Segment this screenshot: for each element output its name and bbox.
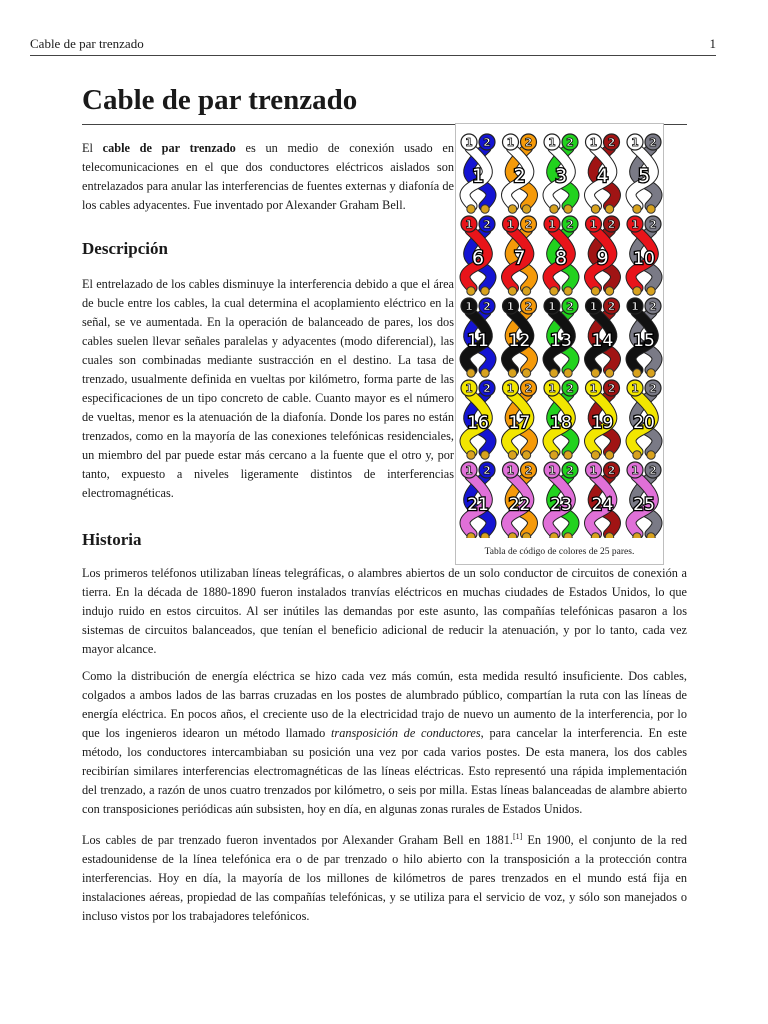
copper-end [481,451,489,459]
wire-label: 1 [465,218,473,231]
copper-end [550,287,558,295]
copper-end [481,205,489,213]
pair-24 [586,462,620,538]
wire-label: 1 [506,382,515,395]
wire-label: 2 [483,136,491,149]
wire-label: 1 [631,218,639,231]
copper-end [591,533,599,538]
page-title: Cable de par trenzado [82,82,687,125]
pair-9 [586,216,620,295]
pair-number-label: 5 [637,165,651,187]
wire-label: 2 [524,464,533,477]
wire-label: 2 [483,382,491,395]
pair-7 [503,216,537,295]
copper-end [550,205,558,213]
pair-number-label: 16 [467,413,489,433]
wire-label: 1 [589,300,598,313]
descripcion-paragraph: El entrelazado de los cables disminuye la interferencia debido a que el área de bucle entre los cables, la cual determina el acoplamiento eléctrico en la señal, se ve aumentada. En la operación de balanceado de pares, los dos cables suelen llevar señales paralelas y adyacentes (modo diferencial), las cuales son combinadas mediante sustracción en el destino. La tasa de trenzado, usualmente definida en vueltas por kilómetro, forma parte de las especificaciones de un tipo concreto de cable. Cuanto mayor es el número de vueltas, menor es la atenuación de la diafonía. Donde los pares no están trenzados, como en la mayoría de las conexiones telefónicas residenciales, un miembro del par puede estar más cercano a la fuente que el otro y, por tanto, expuesto a niveles ligeramente distintos de interferencias electromagnéticas. [82,277,454,500]
copper-end [481,533,489,538]
historia-paragraph-2: Como la distribución de energía eléctrica se hizo cada vez más común, esta medida resultó insuficiente. Dos cables, colgados a ambos lados de las barras cruzadas en los postes de alumbrado público, compartían la ruta con las líneas de energía eléctrica. En pocos años, el creciente uso de la electricidad trajo de nuevo un aumento de la interferencia, por lo que los ingenieros idearon un método llamado transposición de conductores, para cancelar la interferencia. En este método, los conductores intercambiaban su posición una vez por cada varios postes. De esta manera, los dos cables recibirían similares interferencias electromagnéticas de las líneas eléctricas. Esto representó una rápida implementación del trenzado, a razón de unos cuatro trenzados por kilómetro, o seis por milla. Estas líneas balanceadas de alambre abierto con transposiciones periódicas aún subsisten, hoy en día, en algunas zonas rurales de Estados Unidos. [82,669,688,816]
page-number: 1 [709,36,716,51]
wire-label: 2 [649,218,657,231]
pair-22 [503,462,537,538]
wire-label: 1 [589,382,598,395]
color-code-figure [455,123,664,565]
copper-end [522,287,530,295]
running-head-title: Cable de par trenzado [30,36,144,51]
pair-20 [627,380,661,459]
pair-11 [461,298,495,377]
wire-label: 2 [649,300,657,313]
wire-label: 2 [649,464,657,477]
wire-label: 1 [465,300,473,313]
pair-number-label: 21 [467,495,489,515]
figure-caption: Tabla de código de colores de 25 pares. [484,547,635,557]
copper-end [605,533,613,538]
wire-label: 1 [506,218,515,231]
wire-label: 2 [524,218,533,231]
wire-label: 2 [566,464,574,477]
copper-end [591,205,599,213]
copper-end [633,287,641,295]
copper-end [647,533,655,538]
wire-label: 2 [566,218,574,231]
wire-label: 1 [589,464,598,477]
copper-end [564,369,572,377]
wire-label: 1 [631,382,639,395]
running-head [30,36,716,56]
copper-end [508,451,516,459]
wire-label: 2 [607,300,616,313]
copper-end [605,205,613,213]
pair-number-label: 14 [591,331,614,351]
article-content [82,82,687,926]
pair-16 [461,380,495,459]
copper-end [467,451,475,459]
wire-label: 1 [465,382,473,395]
wire-label: 1 [631,300,639,313]
wire-label: 1 [548,464,556,477]
wire-label: 1 [631,464,639,477]
copper-end [508,369,516,377]
wire-label: 1 [548,382,556,395]
copper-end [522,205,530,213]
copper-end [522,451,530,459]
copper-end [522,533,530,538]
copper-end [564,205,572,213]
intro-term: cable de par trenzado [102,141,236,155]
copper-end [467,369,475,377]
wire-label: 1 [548,218,556,231]
copper-end [633,205,641,213]
wire-label: 2 [566,382,574,395]
copper-end [564,287,572,295]
copper-end [564,533,572,538]
copper-end [591,287,599,295]
pair-15 [627,298,661,377]
pair-number-label: 12 [508,331,531,351]
wire-label: 2 [607,382,616,395]
wire-label: 1 [506,136,515,149]
historia-paragraph-1: Los primeros teléfonos utilizaban líneas telegráficas, o alambres abiertos de un solo conductor de circuitos de conexión a tierra. En la década de 1880-1890 fueron instalados tranvías eléctricos en muchas ciudades de Estados Unidos, lo que indujo ruido en estos circuitos. Al ser inútiles las demandas por este asunto, las compañías telefónicas pasaron a los sistemas de circuitos balanceados, que tenían el beneficio adicional de reducir la atenuación, y por lo tanto, cada vez mayor alcance. [82,566,687,656]
pair-21 [461,462,495,538]
copper-end [467,205,475,213]
copper-end [508,287,516,295]
copper-end [550,369,558,377]
copper-end [550,451,558,459]
pair-number-label: 11 [467,331,489,351]
wire-label: 2 [524,382,533,395]
citation-ref[interactable]: [1] [512,832,523,841]
copper-end [633,451,641,459]
pair-10 [627,216,661,295]
copper-end [647,451,655,459]
pair-number-label: 18 [550,413,572,433]
wire-label: 2 [524,300,533,313]
copper-end [508,205,516,213]
pair-number-label: 20 [633,413,655,433]
pair-17 [503,380,537,459]
copper-end [467,533,475,538]
pair-13 [544,298,578,377]
wire-label: 2 [483,464,491,477]
section-heading-descripcion: Descripción [82,239,168,258]
pair-number-label: 8 [554,247,568,269]
wire-label: 2 [524,136,533,149]
copper-end [633,533,641,538]
copper-end [481,287,489,295]
pair-number-label: 6 [471,247,485,269]
pair-number-label: 4 [596,165,609,187]
pair-color-chart [456,128,663,538]
historia-paragraph-3: Los cables de par trenzado fueron inventados por Alexander Graham Bell en 1881.[1] En 1900, el conjunto de la red estadounidense de la línea telefónica era o de par trenzado o hilo abierto con la transposición a la protección contra interferencias. Hoy en día, la mayoría de los millones de kilómetros de pares trenzados en el mundo está fija en instalaciones aéreas, propiedad de las compañías telefónicas, y se utiliza para el servicio de voz, y sólo son manejados o incluso vistos por los trabajadores telefónicos. [82,832,687,924]
copper-end [591,451,599,459]
copper-end [481,369,489,377]
wire-label: 1 [548,300,556,313]
wire-label: 1 [548,136,556,149]
pair-1 [461,134,495,213]
wire-label: 1 [506,464,515,477]
pair-19 [586,380,620,459]
pair-2 [503,134,537,213]
pair-25 [627,462,661,538]
copper-end [467,287,475,295]
term-transposicion: transposición de conductores [331,726,481,740]
pair-number-label: 1 [471,165,485,187]
section-heading-historia: Historia [82,530,142,549]
pair-number-label: 3 [554,165,568,187]
copper-end [647,205,655,213]
wire-label: 2 [566,300,574,313]
pair-23 [544,462,578,538]
pair-number-label: 23 [550,495,572,515]
wire-label: 2 [649,136,657,149]
wire-label: 2 [607,136,616,149]
wire-label: 1 [506,300,515,313]
copper-end [522,369,530,377]
pair-number-label: 17 [508,413,531,433]
wire-label: 1 [465,136,473,149]
copper-end [564,451,572,459]
copper-end [605,369,613,377]
wire-label: 2 [566,136,574,149]
pair-number-label: 13 [550,331,572,351]
pair-6 [461,216,495,295]
pair-12 [503,298,537,377]
pair-18 [544,380,578,459]
copper-end [633,369,641,377]
pair-number-label: 24 [591,495,614,515]
intro-paragraph: El cable de par trenzado es un medio de conexión usado en telecomunicaciones en el que dos conductores eléctricos aislados son entrelazados para anular las interferencias de fuentes externas y diafonía de los cables adyacentes. Fue inventado por Alexander Graham Bell. [82,141,454,212]
wire-label: 2 [483,300,491,313]
wire-label: 1 [589,218,598,231]
pair-3 [544,134,578,213]
copper-end [647,369,655,377]
wire-label: 1 [465,464,473,477]
wire-label: 1 [631,136,639,149]
pair-number-label: 2 [513,165,526,187]
copper-end [605,451,613,459]
pair-number-label: 25 [633,495,655,515]
pair-number-label: 19 [591,413,614,433]
pair-number-label: 9 [596,247,609,269]
pair-number-label: 15 [633,331,655,351]
pair-5 [627,134,661,213]
pair-number-label: 10 [633,249,655,269]
copper-end [550,533,558,538]
pair-4 [586,134,620,213]
pair-number-label: 22 [508,495,531,515]
pair-number-label: 7 [513,247,526,269]
pair-8 [544,216,578,295]
wire-label: 2 [607,464,616,477]
copper-end [605,287,613,295]
wire-label: 2 [483,218,491,231]
wire-label: 2 [607,218,616,231]
wire-label: 1 [589,136,598,149]
copper-end [647,287,655,295]
pair-14 [586,298,620,377]
wire-label: 2 [649,382,657,395]
copper-end [591,369,599,377]
copper-end [508,533,516,538]
